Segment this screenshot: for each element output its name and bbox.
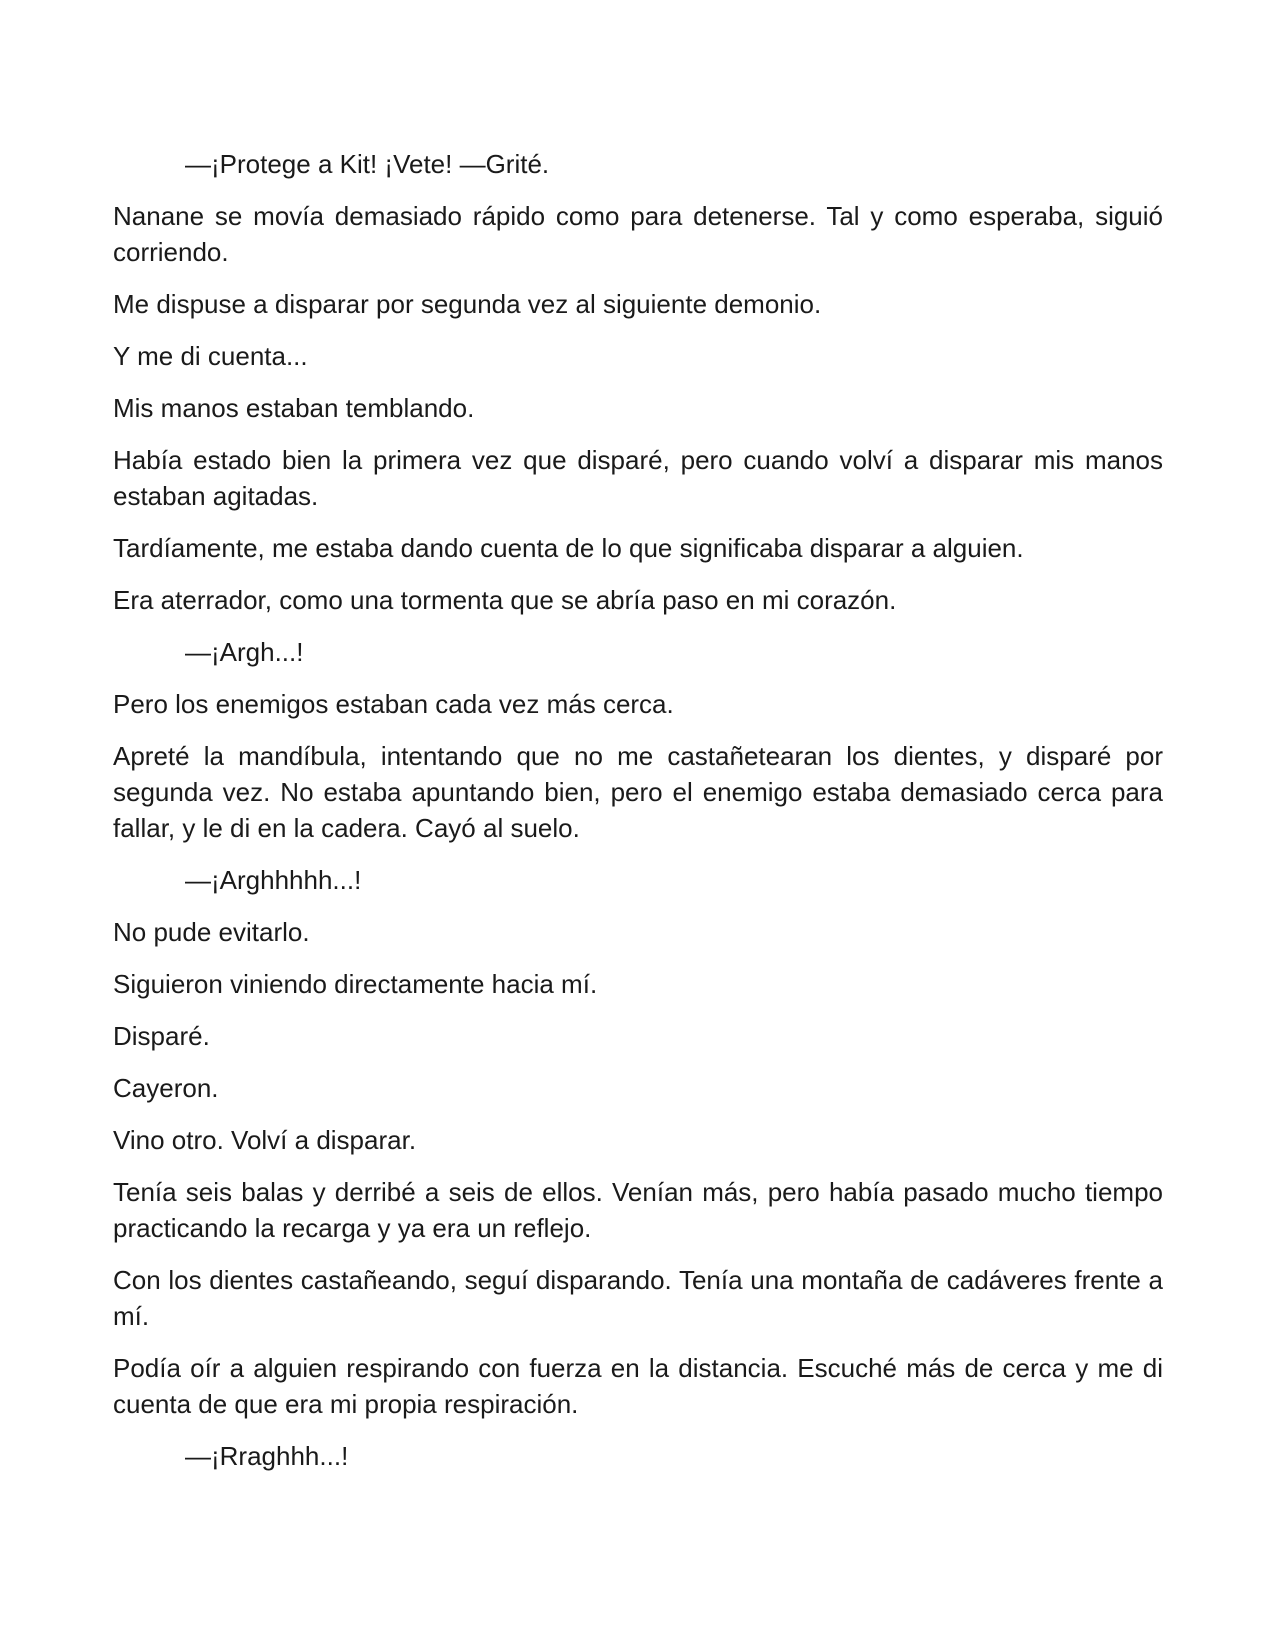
dialogue-line: —¡Rraghhh...!	[185, 1441, 349, 1471]
document-body	[113, 146, 1163, 1490]
dialogue-line: —¡Protege a Kit! ¡Vete! —Grité.	[185, 149, 550, 179]
paragraph: Podía oír a alguien respirando con fuerza en la distancia. Escuché más de cerca y me di cuenta de que era mi propia respiración.	[113, 1353, 1163, 1419]
paragraph: Pero los enemigos estaban cada vez más cerca.	[113, 689, 674, 719]
paragraph: Era aterrador, como una tormenta que se abría paso en mi corazón.	[113, 585, 897, 615]
paragraph: Vino otro. Volví a disparar.	[113, 1125, 417, 1155]
paragraph: Cayeron.	[113, 1073, 219, 1103]
paragraph: Apreté la mandíbula, intentando que no me castañetearan los dientes, y disparé por segunda vez. No estaba apuntando bien, pero el enemigo estaba demasiado cerca para fallar, y le di en la cadera. Cayó al suelo.	[113, 741, 1163, 843]
dialogue-line: —¡Arghhhhh...!	[185, 865, 362, 895]
dialogue-line: —¡Argh...!	[185, 637, 304, 667]
paragraph: No pude evitarlo.	[113, 917, 310, 947]
paragraph: Mis manos estaban temblando.	[113, 393, 475, 423]
paragraph: Y me di cuenta...	[113, 341, 308, 371]
paragraph: Había estado bien la primera vez que disparé, pero cuando volví a disparar mis manos estaban agitadas.	[113, 445, 1163, 511]
paragraph: Disparé.	[113, 1021, 210, 1051]
paragraph: Tenía seis balas y derribé a seis de ellos. Venían más, pero había pasado mucho tiempo practicando la recarga y ya era un reflejo.	[113, 1177, 1163, 1243]
paragraph: Me dispuse a disparar por segunda vez al siguiente demonio.	[113, 289, 822, 319]
paragraph: Siguieron viniendo directamente hacia mí.	[113, 969, 598, 999]
paragraph: Nanane se movía demasiado rápido como para detenerse. Tal y como esperaba, siguió corriendo.	[113, 201, 1163, 267]
paragraph: Tardíamente, me estaba dando cuenta de lo que significaba disparar a alguien.	[113, 533, 1024, 563]
paragraph: Con los dientes castañeando, seguí disparando. Tenía una montaña de cadáveres frente a mí.	[113, 1265, 1163, 1331]
